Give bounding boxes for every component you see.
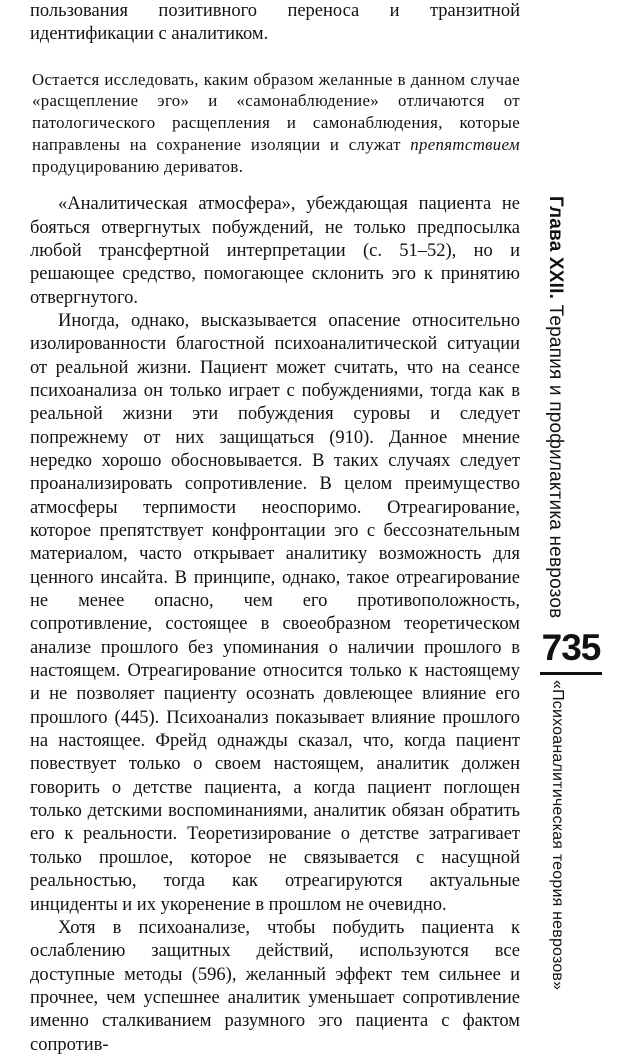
page-number-rule [540,672,602,675]
quote-text-start: Остается исследовать, каким образом желанные в данном случае «расщепление эго» и «самонаблюдение» отличаются от патологического расщепления и самонаблюдения, которые направлены на сохранение изоляции и служат [32,69,520,154]
quote-emphasis: препятствием [410,134,520,154]
running-head-book-title: «Психоаналитическая теория неврозов» [549,680,566,991]
paragraph-continued: пользования позитивного переноса и транзитной идентификации с аналитиком. [30,1,520,45]
chapter-label: Глава XXII. [545,196,566,300]
block-quote-text [32,69,520,178]
paragraph-analytic-atmosphere: «Аналитическая атмосфера», убеждающая пациента не бояться отвергнутых побуждений, не только предпосылка любой трансфертной интерпретации (с. 51–52), но и решающее средство, помогающее склонить эго к принятию отвергнутого. [30,194,520,308]
main-text-column [30,0,520,1057]
paragraph-acting-out: Иногда, однако, высказывается опасение относительно изолированности благостной психоаналитической ситуации от реальной жизни. Пациент может считать, что на сеансе психоанализа он только играет с побуждениями, тогда как в реальной жизни эти побуждения суровы и следует попрежнему от них защищаться (910). Данное мнение нередко хорошо обосновывается. В таких случаях следует проанализировать сопротивление. В целом преимущество атмосферы терпимости неоспоримо. Отреагирование, которое препятствует конфронтации эго с бессознательным материалом, часто открывает аналитику возможность для ценного инсайта. В принципе, однако, такое отреагирование не менее опасно, чем его противоположность, сопротивление, состоящее в своеобразном теоретическом анализе прошлого без упоминания о наличии прошлого в настоящем. Отреагирование относится только к настоящему и не позволяет пациенту осознать довлеющее влияние его прошлого (445). Психоанализ показывает влияние прошлого на настоящее. Фрейд однажды сказал, что, когда пациент повествует только о своем настоящем, аналитик должен говорить о детстве пациента, а когда пациент поглощен только детскими воспоминаниями, аналитик обязан обратить его к реальности. Теоретизирование о детстве затрагивает только прошлое, которое не связывается с насущной реальностью, тогда как отреагируются актуальные инциденты и их укоренение в прошлом не очевидно. [30,310,520,915]
page-number: 735 [541,627,601,668]
paragraph-defenses: Хотя в психоанализе, чтобы побудить пациента к ослаблению защитных действий, используются все доступные методы (596), желанный эффект тем сильнее и прочнее, чем успешнее аналитик уменьшает сопротивление именно сталкиванием разумного эго пациента с фактом сопротив- [30,917,520,1055]
block-quote [30,69,520,178]
quote-text-end: продуцированию дериватов. [32,156,244,176]
chapter-title: Терапия и профилактика неврозов [545,299,566,619]
running-head-chapter [544,196,566,618]
